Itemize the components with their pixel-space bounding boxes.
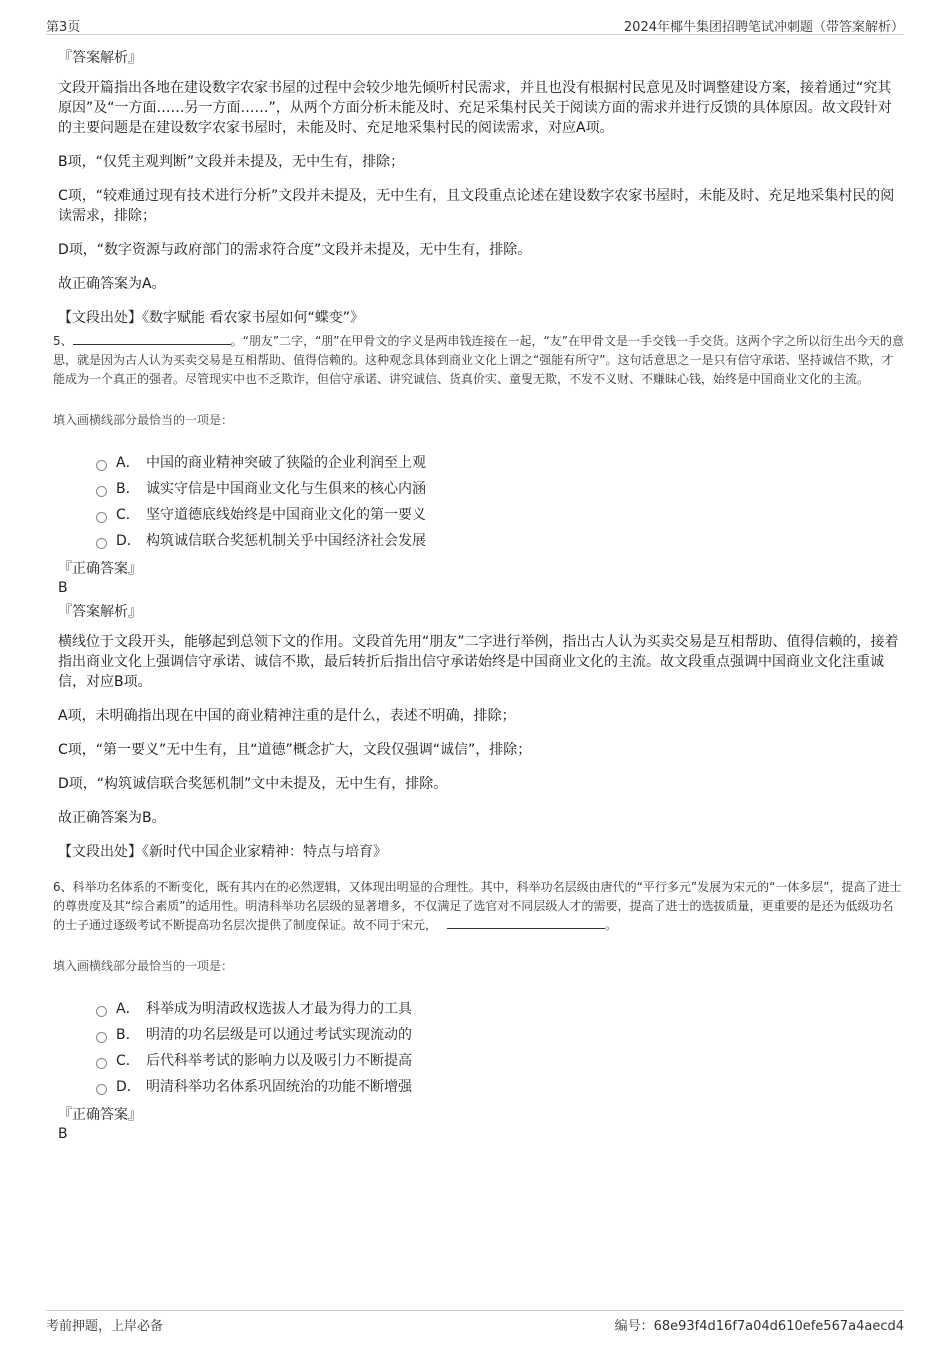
q6-text: 6、科举功名体系的不断变化，既有其内在的必然逻辑，又体现出明显的合理性。其中，科举功名层级由唐代的“平行多元”发展为宋元的“一体多层”，提高了进士的尊贵度及其“综合素质”的适用性。明清科举功名层级的显著增多，不仅满足了选官对不同层级人才的需要，提高了进士的选拔质量，更重要的是还为低级功名的士子通过逐级考试不断提高功名层次提供了制度保证。故不同于宋元， [53,880,902,932]
page-footer [46,1310,904,1335]
option-text: 中国的商业精神突破了狭隘的企业利润至上观 [146,455,426,471]
radio-icon[interactable] [96,1006,107,1017]
q5-option-c[interactable] [96,502,904,528]
radio-icon[interactable] [96,1084,107,1095]
option-text: 明清科举功名体系巩固统治的功能不断增强 [146,1079,412,1095]
option-text: 构筑诚信联合奖惩机制关乎中国经济社会发展 [146,533,426,549]
option-letter: B． [116,1027,140,1043]
option-letter: D． [116,533,141,549]
option-letter: C． [116,507,140,523]
q5-analysis-label: 『答案解析』 [58,604,142,620]
q6-stem [53,878,904,935]
q6-option-c[interactable] [96,1048,904,1074]
q6-options [96,996,904,1100]
option-text: 科举成为明清政权选拔人才最为得力的工具 [146,1001,412,1017]
q6-blank [447,916,605,929]
option-letter: A． [116,455,140,471]
q5-conclusion: 故正确答案为B。 [58,810,166,826]
option-text: 明清的功名层级是可以通过考试实现流动的 [146,1027,412,1043]
q6-answer: B [58,1126,68,1142]
q5-answer-label: 『正确答案』 [58,561,142,577]
q5-option-d[interactable] [96,528,904,554]
document-title: 2024年椰牛集团招聘笔试冲刺题（带答案解析） [623,20,904,35]
q6-option-a[interactable] [96,996,904,1022]
q5-analysis-para: A项，未明确指出现在中国的商业精神注重的是什么，表述不明确，排除； [58,708,516,724]
page-number: 第3页 [46,20,81,35]
q5-blank [73,332,231,345]
page-header [46,14,904,35]
q6-prompt: 填入画横线部分最恰当的一项是： [53,959,234,973]
q5-source: 【文段出处】《新时代中国企业家精神：特点与培育》 [58,844,387,860]
q5-analysis-para: 横线位于文段开头，能够起到总领下文的作用。文段首先用“朋友”二字进行举例，指出古人认为买卖交易是互相帮助、值得信赖的，接着指出商业文化上强调信守承诺、诚信不欺，最后转折后指出信守承诺始终是中国商业文化的主流。故文段重点强调中国商业文化注重诚信，对应B项。 [58,634,899,690]
radio-icon[interactable] [96,1032,107,1043]
q6-text-end: 。 [605,918,618,932]
q6-answer-label: 『正确答案』 [58,1107,142,1123]
q4-conclusion: 故正确答案为A。 [58,276,166,292]
option-letter: D． [116,1079,141,1095]
q5-prompt: 填入画横线部分最恰当的一项是： [53,413,234,427]
q4-analysis-label: 『答案解析』 [58,50,142,66]
page-content [53,44,904,1144]
q6-option-b[interactable] [96,1022,904,1048]
option-text: 坚守道德底线始终是中国商业文化的第一要义 [146,507,426,523]
q5-option-b[interactable] [96,476,904,502]
radio-icon[interactable] [96,512,107,523]
q4-analysis-para: D项，“数字资源与政府部门的需求符合度”文段并未提及，无中生有，排除。 [58,242,532,258]
footer-slogan: 考前押题，上岸必备 [46,1319,164,1334]
q5-analysis-para: D项，“构筑诚信联合奖惩机制”文中未提及，无中生有，排除。 [58,776,448,792]
radio-icon[interactable] [96,460,107,471]
radio-icon[interactable] [96,486,107,497]
option-letter: B． [116,481,140,497]
q5-stem [53,332,904,389]
q5-answer: B [58,580,68,596]
q4-analysis-para: B项，“仅凭主观判断”文段并未提及，无中生有，排除； [58,154,405,170]
q4-source: 【文段出处】《数字赋能 看农家书屋如何“蝶变”》 [58,310,364,326]
option-text: 诚实守信是中国商业文化与生俱来的核心内涵 [146,481,426,497]
radio-icon[interactable] [96,538,107,549]
q5-options [96,450,904,554]
option-letter: A． [116,1001,140,1017]
option-letter: C． [116,1053,140,1069]
q6-option-d[interactable] [96,1074,904,1100]
q5-analysis-para: C项，“第一要义”无中生有，且“道德”概念扩大，文段仅强调“诚信”，排除； [58,742,532,758]
document-id: 编号：68e93f4d16f7a04d610efe567a4aecd4 [614,1319,904,1334]
q4-analysis-para: C项，“较难通过现有技术进行分析”文段并未提及，无中生有，且文段重点论述在建设数字农家书屋时，未能及时、充足地采集村民的阅读需求，排除； [58,188,895,224]
option-text: 后代科举考试的影响力以及吸引力不断提高 [146,1053,412,1069]
q5-option-a[interactable] [96,450,904,476]
q5-number: 5、 [53,334,73,348]
q4-analysis-para: 文段开篇指出各地在建设数字农家书屋的过程中会较少地先倾听村民需求，并且也没有根据村民意见及时调整建设方案，接着通过“究其原因”及“一方面……另一方面……”，从两个方面分析未能及时、充足采集村民关于阅读方面的需求并进行反馈的具体原因。故文段针对的主要问题是在建设数字农家书屋时，未能及时、充足地采集村民的阅读需求，对应A项。 [58,80,892,136]
q5-text: 。“朋友”二字，“朋”在甲骨文的字义是两串钱连接在一起，“友”在甲骨文是一手交钱一手交货。这两个字之所以衍生出今天的意思，就是因为古人认为买卖交易是互相帮助、值得信赖的。这种观念具体到商业文化上谓之“强能有所守”。这句话意思之一是只有信守承诺、坚持诚信不欺，才能成为一个真正的强者。尽管现实中也不乏欺诈，但信守承诺、讲究诚信、货真价实、童叟无欺，不发不义财、不赚昧心钱，始终是中国商业文化的主流。 [53,334,904,386]
radio-icon[interactable] [96,1058,107,1069]
